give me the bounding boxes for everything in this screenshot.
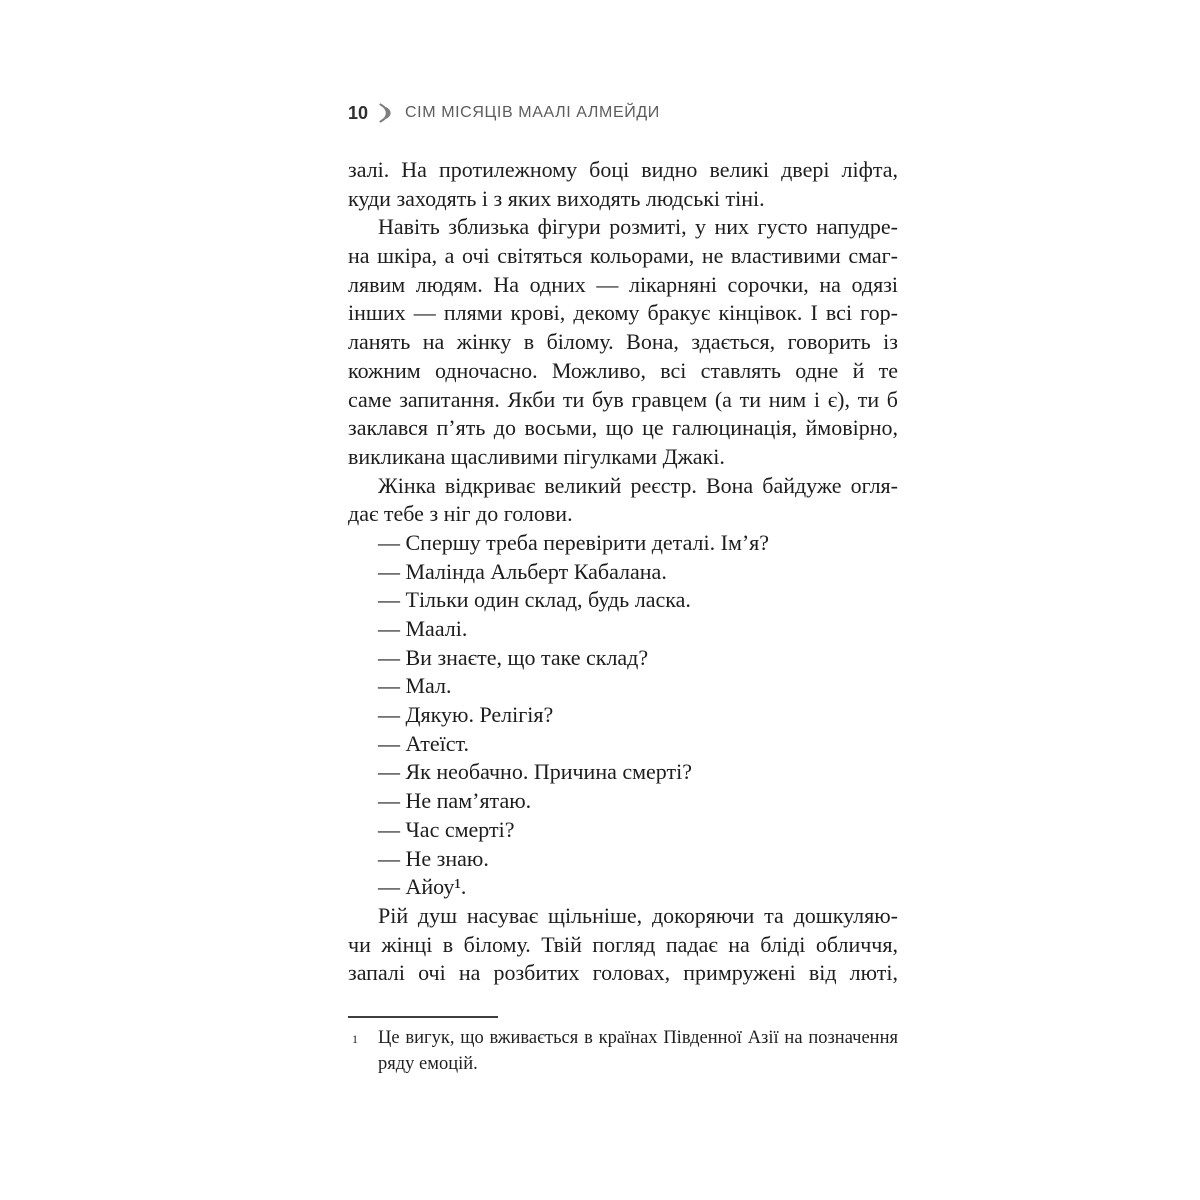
text-line: заклався п’ять до восьми, що це галюцинація, ймовірно, — [348, 415, 898, 441]
text-line: запалі очі на розбитих головах, примружені від люті, — [348, 960, 898, 986]
text-line: — Не знаю. — [378, 845, 489, 871]
footnote — [350, 1026, 898, 1077]
text-line: саме запитання. Якби ти був гравцем (а ти ним і є), ти б — [348, 386, 898, 412]
text-line: — Ви знаєте, що таке склад? — [378, 644, 649, 670]
text-line: кожним одночасно. Можливо, всі ставлять одне й те — [348, 357, 898, 383]
text-line: — Як необачно. Причина смерті? — [378, 759, 693, 785]
page-number: 10 — [348, 102, 369, 123]
text-line: куди заходять і з яких виходять людські тіні. — [348, 185, 765, 211]
text-line: Навіть зблизька фігури розмиті, у них густо напудре- — [378, 214, 898, 240]
text-line: лявим людям. На одних — лікарняні сорочки, на одязі — [348, 271, 898, 297]
text-line: викликана щасливими пігулками Джакі. — [348, 443, 725, 469]
footnote-line: ряду емоцій. — [378, 1053, 478, 1074]
text-line: — Не пам’ятаю. — [378, 788, 532, 814]
footnote-rule — [348, 1016, 498, 1018]
text-line: — Малінда Альберт Кабалана. — [378, 558, 667, 584]
running-title: СІМ МІСЯЦІВ МААЛІ АЛМЕЙДИ — [405, 103, 660, 121]
text-line: — Атеїст. — [378, 730, 470, 756]
double-arc-icon — [378, 102, 395, 124]
text-line: — Айоу¹. — [378, 874, 467, 900]
text-line: — Дякую. Релігія? — [378, 702, 554, 728]
text-line: — Час смерті? — [378, 816, 515, 842]
footnote-line: Це вигук, що вживається в країнах Південної Азії на позначення — [378, 1028, 898, 1048]
running-header — [348, 101, 900, 124]
text-line: Рій душ насуває щільніше, докоряючи та дошкуляю- — [378, 902, 898, 928]
footnote-marker: 1 — [352, 1032, 358, 1046]
text-line: дає тебе з ніг до голови. — [348, 501, 573, 527]
footnote-text — [378, 1026, 898, 1077]
text-line: — Маалі. — [378, 616, 468, 641]
body-text — [348, 156, 898, 988]
text-line: залі. На протилежному боці видно великі двері ліфта, — [348, 157, 898, 182]
text-line: ланять на жінку в білому. Вона, здається, говорить із — [348, 329, 898, 355]
text-line: — Тільки один склад, будь ласка. — [378, 587, 691, 613]
text-line: чи жінці в білому. Твій погляд падає на бліді обличчя, — [348, 931, 898, 957]
text-line: — Спершу треба перевірити деталі. Ім’я? — [378, 529, 770, 555]
text-line: — Мал. — [378, 673, 452, 699]
text-line: на шкіра, а очі світяться кольорами, не властивими смаг- — [348, 243, 898, 269]
text-line: Жінка відкриває великий реєстр. Вона байдуже огля- — [378, 472, 898, 498]
text-line: інших — плями крові, декому бракує кінцівок. І всі гор- — [348, 300, 898, 326]
